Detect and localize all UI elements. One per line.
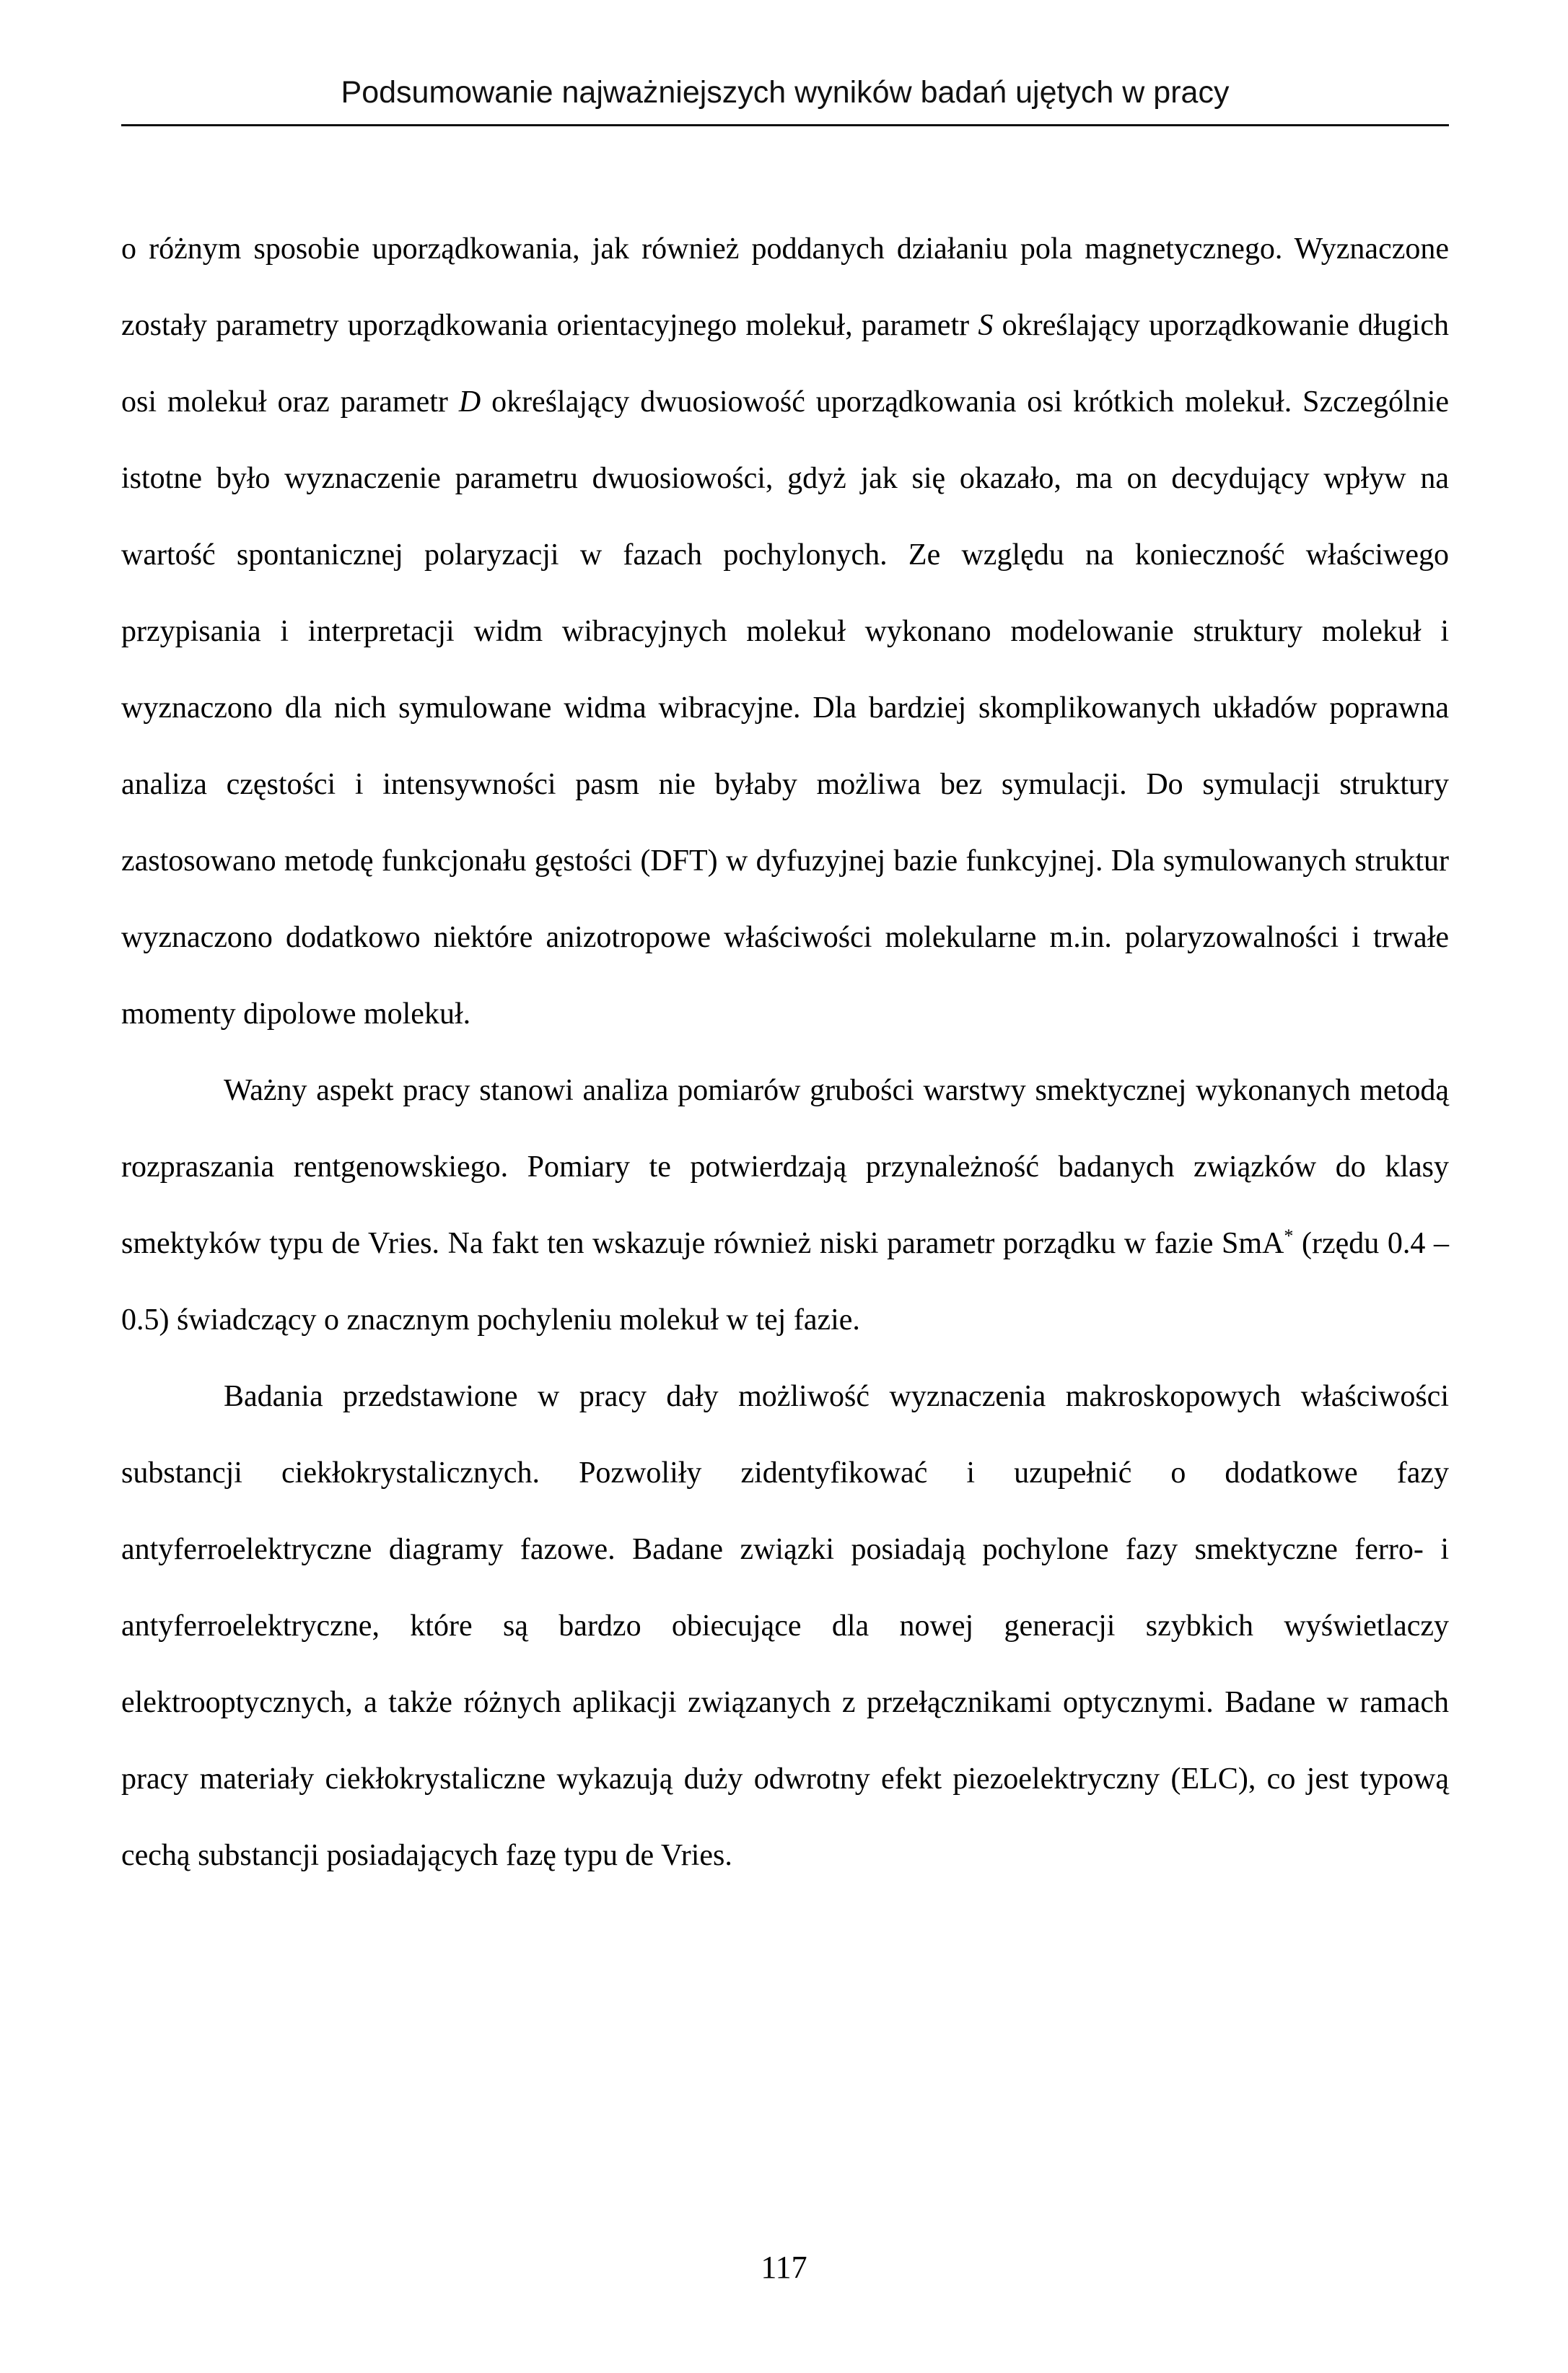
parameter-s-symbol: S (978, 309, 994, 342)
page-number: 117 (761, 2250, 807, 2285)
sma-star-superscript: * (1284, 1225, 1294, 1246)
paragraph-1-part-1: o różnym sposobie uporządkowania, jak również poddanych działaniu pola magnetycznego. Wyznaczone zostały parametry uporządkowania orientacyjnego molekuł, parametr (121, 232, 1449, 342)
header-rule (121, 124, 1449, 126)
paragraph-3: Badania przedstawione w pracy dały możliwość wyznaczenia makroskopowych właściwości substancji ciekłokrystalicznych. Pozwoliły zidentyfikować i uzupełnić o dodatkowe fazy antyferroelektryczne diagramy fazowe. Badane związki posiadają pochylone fazy smektyczne ferro- i antyferroelektryczne, które są bardzo obiecujące dla nowej generacji szybkich wyświetlaczy elektrooptycznych, a także różnych aplikacji związanych z przełącznikami optycznymi. Badane w ramach pracy materiały ciekłokrystaliczne wykazują duży odwrotny efekt piezoelektryczny (ELC), co jest typową cechą substancji posiadających fazę typu de Vries. (121, 1380, 1449, 1872)
paragraph-2 (121, 1052, 1449, 1358)
paragraph-1-part-2: określający uporządkowanie długich osi molekuł oraz parametr (121, 309, 1449, 419)
paragraph-1-part-3: określający dwuosiowość uporządkowania osi krótkich molekuł. Szczególnie istotne było wyznaczenie parametru dwuosiowości, gdyż jak się okazało, ma on decydujący wpływ na wartość spontanicznej polaryzacji w fazach pochylonych. Ze względu na konieczność właściwego przypisania i interpretacji widm wibracyjnych molekuł wykonano modelowanie struktury molekuł i wyznaczono dla nich symulowane widma wibracyjne. Dla bardziej skomplikowanych układów poprawna analiza częstości i intensywności pasm nie byłaby możliwa bez symulacji. Do symulacji struktury zastosowano metodę funkcjonału gęstości (DFT) w dyfuzyjnej bazie funkcyjnej. Dla symulowanych struktur wyznaczono dodatkowo niektóre anizotropowe właściwości molekularne m.in. polaryzowalności i trwałe momenty dipolowe molekuł. (121, 385, 1450, 1031)
paragraph-2-part-2: (rzędu 0.4 – 0.5) świadczący o znacznym pochyleniu molekuł w tej fazie. (121, 1227, 1449, 1337)
paragraph-2-part-1: Ważny aspekt pracy stanowi analiza pomiarów grubości warstwy smektycznej wykonanych metodą rozpraszania rentgenowskiego. Pomiary te potwierdzają przynależność badanych związków do klasy smektyków typu de Vries. Na fakt ten wskazuje również niski parametr porządku w fazie SmA (121, 1074, 1449, 1260)
running-header: Podsumowanie najważniejszych wyników badań ujętych w pracy (341, 75, 1230, 110)
body-text (121, 211, 1449, 1894)
paragraph-1 (121, 211, 1449, 1052)
parameter-d-symbol: D (458, 385, 481, 419)
